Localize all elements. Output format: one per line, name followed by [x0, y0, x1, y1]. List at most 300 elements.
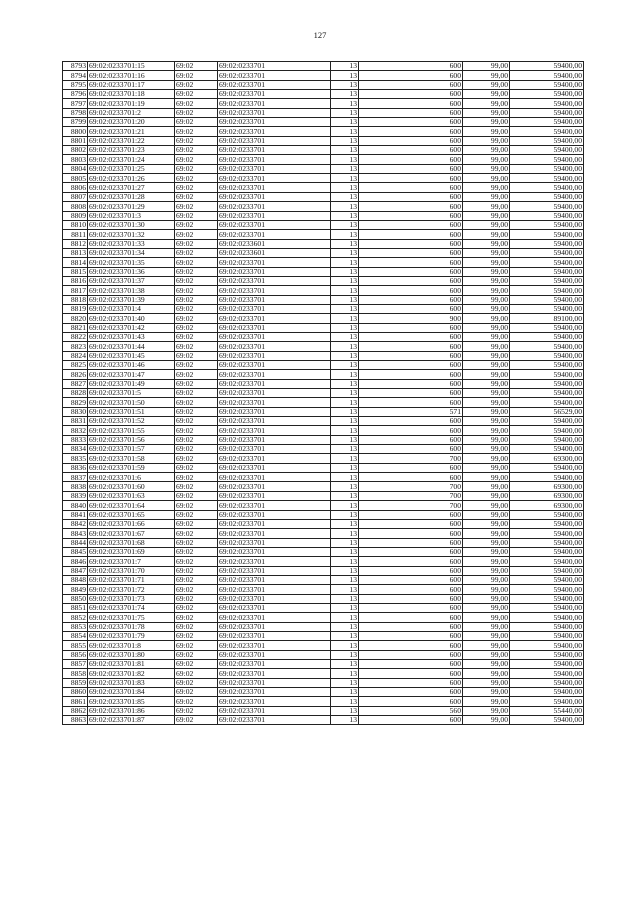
cadastral-number-cell: 69:02:0233701:23 — [88, 146, 175, 155]
quarter-number-cell: 69:02:0233701 — [218, 146, 331, 155]
specific-value-cell: 99,00 — [463, 211, 510, 220]
district-code-cell: 69:02 — [175, 641, 218, 650]
zone-cell: 13 — [331, 183, 359, 192]
quarter-number-cell: 69:02:0233701 — [218, 174, 331, 183]
district-code-cell: 69:02 — [175, 678, 218, 687]
zone-cell: 13 — [331, 342, 359, 351]
cadastral-value-cell: 89100,00 — [510, 314, 584, 323]
cadastral-value-cell: 69300,00 — [510, 482, 584, 491]
zone-cell: 13 — [331, 585, 359, 594]
district-code-cell: 69:02 — [175, 510, 218, 519]
table-row — [63, 230, 584, 239]
zone-cell: 13 — [331, 127, 359, 136]
zone-cell: 13 — [331, 594, 359, 603]
quarter-number-cell: 69:02:0233701 — [218, 351, 331, 360]
specific-value-cell: 99,00 — [463, 361, 510, 370]
district-code-cell: 69:02 — [175, 557, 218, 566]
quarter-number-cell: 69:02:0233701 — [218, 202, 331, 211]
cadastral-value-cell: 59400,00 — [510, 594, 584, 603]
district-code-cell: 69:02 — [175, 230, 218, 239]
cadastral-value-cell: 59400,00 — [510, 389, 584, 398]
row-number-cell: 8850 — [63, 594, 88, 603]
zone-cell: 13 — [331, 697, 359, 706]
specific-value-cell: 99,00 — [463, 239, 510, 248]
table-row — [63, 323, 584, 332]
table-row — [63, 688, 584, 697]
row-number-cell: 8815 — [63, 267, 88, 276]
district-code-cell: 69:02 — [175, 295, 218, 304]
zone-cell: 13 — [331, 108, 359, 117]
quarter-number-cell: 69:02:0233701 — [218, 267, 331, 276]
zone-cell: 13 — [331, 482, 359, 491]
cadastral-number-cell: 69:02:0233701:21 — [88, 127, 175, 136]
specific-value-cell: 99,00 — [463, 463, 510, 472]
cadastral-number-cell: 69:02:0233701:50 — [88, 398, 175, 407]
row-number-cell: 8849 — [63, 585, 88, 594]
district-code-cell: 69:02 — [175, 183, 218, 192]
table-row — [63, 445, 584, 454]
specific-value-cell: 99,00 — [463, 716, 510, 725]
specific-value-cell: 99,00 — [463, 202, 510, 211]
quarter-number-cell: 69:02:0233701 — [218, 566, 331, 575]
row-number-cell: 8806 — [63, 183, 88, 192]
cadastral-value-cell: 59400,00 — [510, 697, 584, 706]
quarter-number-cell: 69:02:0233701 — [218, 398, 331, 407]
table-row — [63, 660, 584, 669]
specific-value-cell: 99,00 — [463, 389, 510, 398]
zone-cell: 13 — [331, 314, 359, 323]
table-row — [63, 295, 584, 304]
cadastral-value-cell: 59400,00 — [510, 566, 584, 575]
specific-value-cell: 99,00 — [463, 697, 510, 706]
district-code-cell: 69:02 — [175, 146, 218, 155]
table-row — [63, 211, 584, 220]
row-number-cell: 8793 — [63, 62, 88, 71]
district-code-cell: 69:02 — [175, 519, 218, 528]
zone-cell: 13 — [331, 332, 359, 341]
row-number-cell: 8811 — [63, 230, 88, 239]
zone-cell: 13 — [331, 211, 359, 220]
table-row — [63, 613, 584, 622]
quarter-number-cell: 69:02:0233701 — [218, 71, 331, 80]
quarter-number-cell: 69:02:0233701 — [218, 361, 331, 370]
specific-value-cell: 99,00 — [463, 529, 510, 538]
zone-cell: 13 — [331, 248, 359, 257]
specific-value-cell: 99,00 — [463, 258, 510, 267]
zone-cell: 13 — [331, 603, 359, 612]
district-code-cell: 69:02 — [175, 538, 218, 547]
cadastral-number-cell: 69:02:0233701:46 — [88, 361, 175, 370]
area-cell: 600 — [359, 258, 463, 267]
cadastral-number-cell: 69:02:0233701:2 — [88, 108, 175, 117]
table-row — [63, 267, 584, 276]
quarter-number-cell: 69:02:0233701 — [218, 650, 331, 659]
area-cell: 600 — [359, 71, 463, 80]
district-code-cell: 69:02 — [175, 417, 218, 426]
specific-value-cell: 99,00 — [463, 454, 510, 463]
specific-value-cell: 99,00 — [463, 491, 510, 500]
district-code-cell: 69:02 — [175, 323, 218, 332]
zone-cell: 13 — [331, 491, 359, 500]
cadastral-number-cell: 69:02:0233701:22 — [88, 136, 175, 145]
area-cell: 600 — [359, 127, 463, 136]
cadastral-number-cell: 69:02:0233701:70 — [88, 566, 175, 575]
district-code-cell: 69:02 — [175, 547, 218, 556]
zone-cell: 13 — [331, 230, 359, 239]
cadastral-number-cell: 69:02:0233701:51 — [88, 407, 175, 416]
area-cell: 600 — [359, 426, 463, 435]
cadastral-number-cell: 69:02:0233701:35 — [88, 258, 175, 267]
district-code-cell: 69:02 — [175, 314, 218, 323]
cadastral-value-cell: 59400,00 — [510, 71, 584, 80]
specific-value-cell: 99,00 — [463, 417, 510, 426]
cadastral-value-cell: 59400,00 — [510, 370, 584, 379]
area-cell: 600 — [359, 267, 463, 276]
table-row — [63, 351, 584, 360]
row-number-cell: 8858 — [63, 669, 88, 678]
row-number-cell: 8859 — [63, 678, 88, 687]
row-number-cell: 8795 — [63, 80, 88, 89]
zone-cell: 13 — [331, 575, 359, 584]
zone-cell: 13 — [331, 454, 359, 463]
row-number-cell: 8814 — [63, 258, 88, 267]
area-cell: 600 — [359, 389, 463, 398]
area-cell: 600 — [359, 510, 463, 519]
cadastral-number-cell: 69:02:0233701:55 — [88, 426, 175, 435]
zone-cell: 13 — [331, 192, 359, 201]
table-row — [63, 678, 584, 687]
cadastral-number-cell: 69:02:0233701:44 — [88, 342, 175, 351]
zone-cell: 13 — [331, 613, 359, 622]
specific-value-cell: 99,00 — [463, 267, 510, 276]
zone-cell: 13 — [331, 267, 359, 276]
table-row — [63, 510, 584, 519]
row-number-cell: 8822 — [63, 332, 88, 341]
cadastral-number-cell: 69:02:0233701:84 — [88, 688, 175, 697]
row-number-cell: 8812 — [63, 239, 88, 248]
table-row — [63, 183, 584, 192]
specific-value-cell: 99,00 — [463, 631, 510, 640]
row-number-cell: 8805 — [63, 174, 88, 183]
area-cell: 600 — [359, 211, 463, 220]
specific-value-cell: 99,00 — [463, 613, 510, 622]
district-code-cell: 69:02 — [175, 351, 218, 360]
quarter-number-cell: 69:02:0233701 — [218, 473, 331, 482]
cadastral-value-cell: 59400,00 — [510, 613, 584, 622]
district-code-cell: 69:02 — [175, 239, 218, 248]
cadastral-value-cell: 56529,00 — [510, 407, 584, 416]
quarter-number-cell: 69:02:0233701 — [218, 183, 331, 192]
table-row — [63, 669, 584, 678]
zone-cell: 13 — [331, 678, 359, 687]
quarter-number-cell: 69:02:0233701 — [218, 230, 331, 239]
zone-cell: 13 — [331, 323, 359, 332]
cadastral-number-cell: 69:02:0233701:30 — [88, 220, 175, 229]
district-code-cell: 69:02 — [175, 276, 218, 285]
table-row — [63, 566, 584, 575]
cadastral-number-cell: 69:02:0233701:26 — [88, 174, 175, 183]
cadastral-value-cell: 59400,00 — [510, 332, 584, 341]
district-code-cell: 69:02 — [175, 248, 218, 257]
cadastral-value-cell: 59400,00 — [510, 669, 584, 678]
row-number-cell: 8809 — [63, 211, 88, 220]
area-cell: 600 — [359, 547, 463, 556]
row-number-cell: 8863 — [63, 716, 88, 725]
specific-value-cell: 99,00 — [463, 482, 510, 491]
area-cell: 600 — [359, 538, 463, 547]
row-number-cell: 8851 — [63, 603, 88, 612]
row-number-cell: 8810 — [63, 220, 88, 229]
specific-value-cell: 99,00 — [463, 678, 510, 687]
district-code-cell: 69:02 — [175, 267, 218, 276]
specific-value-cell: 99,00 — [463, 407, 510, 416]
row-number-cell: 8853 — [63, 622, 88, 631]
row-number-cell: 8824 — [63, 351, 88, 360]
area-cell: 600 — [359, 641, 463, 650]
row-number-cell: 8796 — [63, 90, 88, 99]
zone-cell: 13 — [331, 529, 359, 538]
table-row — [63, 716, 584, 725]
cadastral-value-cell: 69300,00 — [510, 501, 584, 510]
zone-cell: 13 — [331, 641, 359, 650]
cadastral-number-cell: 69:02:0233701:33 — [88, 239, 175, 248]
quarter-number-cell: 69:02:0233701 — [218, 136, 331, 145]
zone-cell: 13 — [331, 295, 359, 304]
quarter-number-cell: 69:02:0233701 — [218, 407, 331, 416]
row-number-cell: 8804 — [63, 164, 88, 173]
cadastral-value-table — [62, 61, 584, 725]
table-row — [63, 585, 584, 594]
specific-value-cell: 99,00 — [463, 192, 510, 201]
cadastral-number-cell: 69:02:0233701:78 — [88, 622, 175, 631]
zone-cell: 13 — [331, 706, 359, 715]
row-number-cell: 8856 — [63, 650, 88, 659]
table-row — [63, 491, 584, 500]
row-number-cell: 8837 — [63, 473, 88, 482]
cadastral-number-cell: 69:02:0233701:74 — [88, 603, 175, 612]
cadastral-number-cell: 69:02:0233701:52 — [88, 417, 175, 426]
quarter-number-cell: 69:02:0233701 — [218, 295, 331, 304]
quarter-number-cell: 69:02:0233701 — [218, 323, 331, 332]
table-row — [63, 650, 584, 659]
zone-cell: 13 — [331, 688, 359, 697]
cadastral-value-cell: 59400,00 — [510, 155, 584, 164]
table-row — [63, 99, 584, 108]
quarter-number-cell: 69:02:0233701 — [218, 164, 331, 173]
row-number-cell: 8857 — [63, 660, 88, 669]
area-cell: 600 — [359, 361, 463, 370]
cadastral-value-cell: 59400,00 — [510, 211, 584, 220]
quarter-number-cell: 69:02:0233701 — [218, 80, 331, 89]
cadastral-number-cell: 69:02:0233701:87 — [88, 716, 175, 725]
row-number-cell: 8801 — [63, 136, 88, 145]
table-row — [63, 248, 584, 257]
cadastral-number-cell: 69:02:0233701:32 — [88, 230, 175, 239]
district-code-cell: 69:02 — [175, 99, 218, 108]
district-code-cell: 69:02 — [175, 603, 218, 612]
quarter-number-cell: 69:02:0233701 — [218, 613, 331, 622]
cadastral-number-cell: 69:02:0233701:15 — [88, 62, 175, 71]
quarter-number-cell: 69:02:0233701 — [218, 435, 331, 444]
quarter-number-cell: 69:02:0233701 — [218, 641, 331, 650]
specific-value-cell: 99,00 — [463, 99, 510, 108]
area-cell: 600 — [359, 136, 463, 145]
cadastral-value-cell: 59400,00 — [510, 688, 584, 697]
zone-cell: 13 — [331, 557, 359, 566]
district-code-cell: 69:02 — [175, 108, 218, 117]
cadastral-value-cell: 59400,00 — [510, 304, 584, 313]
cadastral-number-cell: 69:02:0233701:82 — [88, 669, 175, 678]
row-number-cell: 8845 — [63, 547, 88, 556]
zone-cell: 13 — [331, 538, 359, 547]
area-cell: 600 — [359, 660, 463, 669]
row-number-cell: 8843 — [63, 529, 88, 538]
table-row — [63, 473, 584, 482]
specific-value-cell: 99,00 — [463, 398, 510, 407]
cadastral-value-cell: 59400,00 — [510, 510, 584, 519]
specific-value-cell: 99,00 — [463, 501, 510, 510]
cadastral-value-cell: 59400,00 — [510, 295, 584, 304]
quarter-number-cell: 69:02:0233701 — [218, 155, 331, 164]
cadastral-number-cell: 69:02:0233701:29 — [88, 202, 175, 211]
zone-cell: 13 — [331, 351, 359, 360]
specific-value-cell: 99,00 — [463, 304, 510, 313]
district-code-cell: 69:02 — [175, 669, 218, 678]
quarter-number-cell: 69:02:0233701 — [218, 220, 331, 229]
district-code-cell: 69:02 — [175, 342, 218, 351]
quarter-number-cell: 69:02:0233701 — [218, 482, 331, 491]
zone-cell: 13 — [331, 417, 359, 426]
table-row — [63, 379, 584, 388]
row-number-cell: 8842 — [63, 519, 88, 528]
area-cell: 600 — [359, 370, 463, 379]
cadastral-number-cell: 69:02:0233701:45 — [88, 351, 175, 360]
quarter-number-cell: 69:02:0233701 — [218, 594, 331, 603]
cadastral-number-cell: 69:02:0233701:80 — [88, 650, 175, 659]
table-row — [63, 603, 584, 612]
specific-value-cell: 99,00 — [463, 519, 510, 528]
district-code-cell: 69:02 — [175, 575, 218, 584]
row-number-cell: 8807 — [63, 192, 88, 201]
row-number-cell: 8854 — [63, 631, 88, 640]
area-cell: 600 — [359, 622, 463, 631]
table-row — [63, 286, 584, 295]
specific-value-cell: 99,00 — [463, 80, 510, 89]
quarter-number-cell: 69:02:0233701 — [218, 538, 331, 547]
cadastral-number-cell: 69:02:0233701:27 — [88, 183, 175, 192]
zone-cell: 13 — [331, 716, 359, 725]
cadastral-value-cell: 59400,00 — [510, 80, 584, 89]
cadastral-number-cell: 69:02:0233701:49 — [88, 379, 175, 388]
table-row — [63, 118, 584, 127]
area-cell: 600 — [359, 230, 463, 239]
cadastral-value-cell: 59400,00 — [510, 417, 584, 426]
area-cell: 600 — [359, 697, 463, 706]
district-code-cell: 69:02 — [175, 127, 218, 136]
cadastral-value-cell: 59400,00 — [510, 538, 584, 547]
quarter-number-cell: 69:02:0233701 — [218, 669, 331, 678]
cadastral-number-cell: 69:02:0233701:38 — [88, 286, 175, 295]
row-number-cell: 8860 — [63, 688, 88, 697]
quarter-number-cell: 69:02:0233701 — [218, 389, 331, 398]
district-code-cell: 69:02 — [175, 370, 218, 379]
area-cell: 700 — [359, 454, 463, 463]
area-cell: 600 — [359, 650, 463, 659]
specific-value-cell: 99,00 — [463, 220, 510, 229]
row-number-cell: 8862 — [63, 706, 88, 715]
row-number-cell: 8828 — [63, 389, 88, 398]
specific-value-cell: 99,00 — [463, 650, 510, 659]
district-code-cell: 69:02 — [175, 435, 218, 444]
cadastral-number-cell: 69:02:0233701:69 — [88, 547, 175, 556]
quarter-number-cell: 69:02:0233701 — [218, 211, 331, 220]
row-number-cell: 8797 — [63, 99, 88, 108]
district-code-cell: 69:02 — [175, 192, 218, 201]
table-row — [63, 314, 584, 323]
row-number-cell: 8818 — [63, 295, 88, 304]
district-code-cell: 69:02 — [175, 389, 218, 398]
district-code-cell: 69:02 — [175, 361, 218, 370]
area-cell: 600 — [359, 585, 463, 594]
quarter-number-cell: 69:02:0233701 — [218, 192, 331, 201]
table-row — [63, 426, 584, 435]
area-cell: 560 — [359, 706, 463, 715]
cadastral-value-cell: 59400,00 — [510, 603, 584, 612]
specific-value-cell: 99,00 — [463, 379, 510, 388]
cadastral-value-cell: 59400,00 — [510, 547, 584, 556]
specific-value-cell: 99,00 — [463, 90, 510, 99]
cadastral-value-cell: 59400,00 — [510, 463, 584, 472]
zone-cell: 13 — [331, 407, 359, 416]
specific-value-cell: 99,00 — [463, 435, 510, 444]
row-number-cell: 8844 — [63, 538, 88, 547]
specific-value-cell: 99,00 — [463, 164, 510, 173]
quarter-number-cell: 69:02:0233701 — [218, 127, 331, 136]
district-code-cell: 69:02 — [175, 463, 218, 472]
table-row — [63, 174, 584, 183]
specific-value-cell: 99,00 — [463, 295, 510, 304]
zone-cell: 13 — [331, 510, 359, 519]
table-row — [63, 641, 584, 650]
cadastral-value-cell: 59400,00 — [510, 585, 584, 594]
cadastral-number-cell: 69:02:0233701:40 — [88, 314, 175, 323]
district-code-cell: 69:02 — [175, 286, 218, 295]
table-row — [63, 192, 584, 201]
quarter-number-cell: 69:02:0233701 — [218, 697, 331, 706]
district-code-cell: 69:02 — [175, 445, 218, 454]
cadastral-number-cell: 69:02:0233701:71 — [88, 575, 175, 584]
quarter-number-cell: 69:02:0233701 — [218, 454, 331, 463]
cadastral-value-cell: 59400,00 — [510, 62, 584, 71]
area-cell: 600 — [359, 304, 463, 313]
district-code-cell: 69:02 — [175, 202, 218, 211]
cadastral-number-cell: 69:02:0233701:60 — [88, 482, 175, 491]
area-cell: 600 — [359, 323, 463, 332]
row-number-cell: 8838 — [63, 482, 88, 491]
cadastral-value-cell: 59400,00 — [510, 641, 584, 650]
specific-value-cell: 99,00 — [463, 314, 510, 323]
cadastral-value-cell: 59400,00 — [510, 174, 584, 183]
cadastral-value-cell: 59400,00 — [510, 136, 584, 145]
cadastral-value-cell: 59400,00 — [510, 716, 584, 725]
cadastral-value-cell: 59400,00 — [510, 435, 584, 444]
district-code-cell: 69:02 — [175, 136, 218, 145]
district-code-cell: 69:02 — [175, 716, 218, 725]
zone-cell: 13 — [331, 62, 359, 71]
area-cell: 600 — [359, 594, 463, 603]
quarter-number-cell: 69:02:0233701 — [218, 603, 331, 612]
table-row — [63, 220, 584, 229]
